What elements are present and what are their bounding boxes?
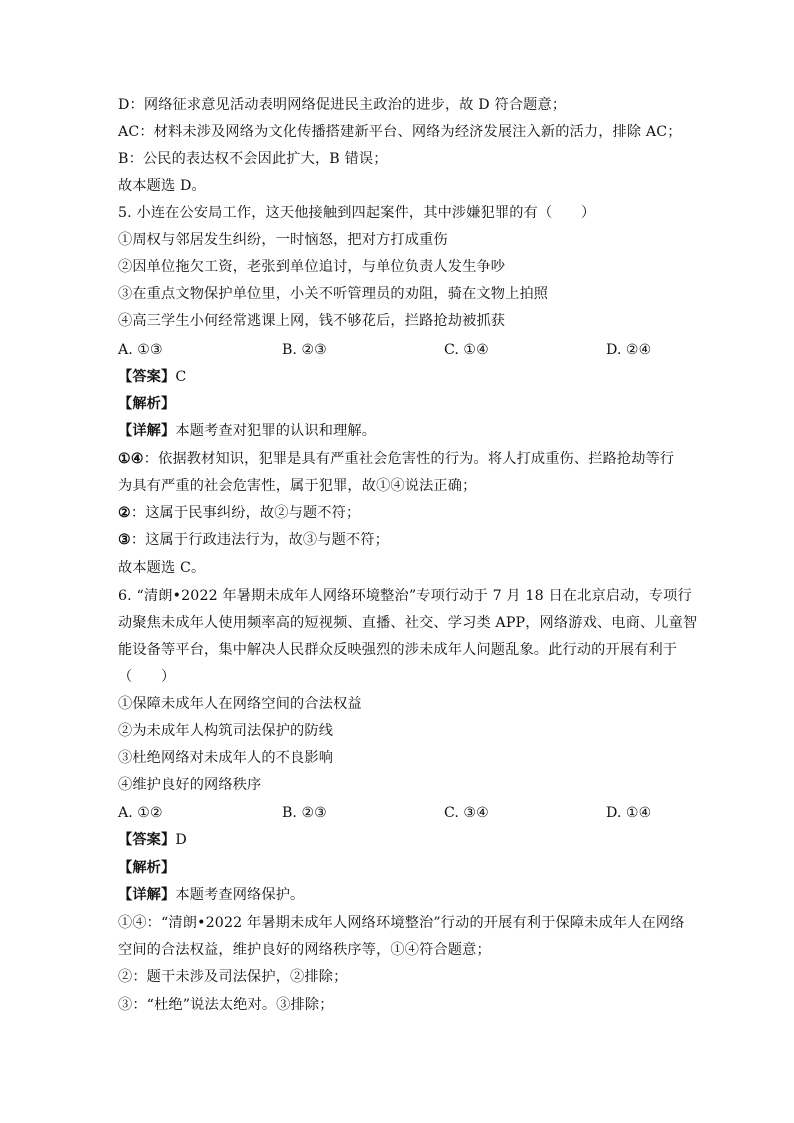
- q6-explanation-3: ③：“杜绝”说法太绝对。③排除；: [118, 997, 334, 1013]
- q5-answer: [118, 367, 186, 387]
- q5-option-a: A. ①③: [118, 342, 163, 358]
- q6-item-2: ②为未成年人构筑司法保护的防线: [118, 723, 334, 739]
- q5-detail: [118, 421, 376, 441]
- q5-stem: 5. 小连在公安局工作，这天他接触到四起案件，其中涉嫌犯罪的有（ ）: [118, 205, 596, 221]
- q6-stem-line-1: 6. “清朗•2022 年暑期未成年人网络环境整治”专项行动于 7 月 18 日在北京启动，专项行: [118, 588, 692, 604]
- q5-option-b: B. ②③: [282, 342, 327, 358]
- q6-answer-value: D: [175, 832, 187, 848]
- q6-stem-line-3: 能设备等平台，集中解决人民群众反映强烈的涉未成年人问题乱象。此行动的开展有利于: [118, 642, 678, 658]
- q6-answer-tag: 【答案】: [118, 832, 176, 848]
- q6-detail: [118, 885, 304, 905]
- q6-analysis-tag: 【解析】: [118, 860, 176, 876]
- prev-explanation-d: D：网络征求意见活动表明网络促进民主政治的进步，故 D 符合题意；: [118, 97, 567, 113]
- q6-option-b: B. ②③: [282, 805, 327, 821]
- q6-explanation-1: ①④：“清朗•2022 年暑期未成年人网络环境整治”行动的开展有利于保障未成年人在网络: [118, 915, 685, 931]
- q5-explanation-2-text: ：这属于民事纠纷，故②与题不符；: [130, 505, 361, 521]
- q5-detail-tag: 【详解】: [118, 423, 176, 439]
- q6-explanation-2: ②：题干未涉及司法保护，②排除；: [118, 969, 348, 985]
- q5-option-c: C. ①④: [444, 342, 489, 358]
- q5-item-3: ③在重点文物保护单位里，小关不听管理员的劝阻，骑在文物上拍照: [118, 286, 549, 302]
- q6-detail-tag: 【详解】: [118, 887, 176, 903]
- q6-explanation-1-cont: 空间的合法权益，维护良好的网络秩序等，①④符合题意；: [118, 942, 491, 958]
- prev-conclusion: 故本题选 D。: [118, 178, 206, 194]
- q5-explanation-1-text: ：依据教材知识，犯罪是具有严重社会危害性的行为。将人打成重伤、拦路抢劫等行: [143, 451, 675, 467]
- q6-item-1: ①保障未成年人在网络空间的合法权益: [118, 696, 362, 712]
- q6-answer: [118, 830, 187, 850]
- q5-explanation-1-cont: 为具有严重的社会危害性，属于犯罪，故①④说法正确；: [118, 478, 477, 494]
- q5-answer-value: C: [175, 369, 187, 385]
- q6-item-4: ④维护良好的网络秩序: [118, 777, 262, 793]
- q5-explanation-3: [118, 530, 389, 550]
- q5-explanation-2-key: ②: [118, 505, 131, 521]
- q6-option-c: C. ③④: [444, 805, 489, 821]
- q6-option-d: D. ①④: [606, 805, 652, 821]
- q5-item-2: ②因单位拖欠工资，老张到单位追讨，与单位负责人发生争吵: [118, 259, 506, 275]
- q6-item-3: ③杜绝网络对未成年人的不良影响: [118, 750, 334, 766]
- q5-explanation-1-key: ①④: [118, 451, 144, 467]
- q5-option-d: D. ②④: [606, 342, 652, 358]
- prev-explanation-b: B：公民的表达权不会因此扩大，B 错误；: [118, 151, 388, 167]
- q5-explanation-2: [118, 503, 360, 523]
- q5-conclusion: 故本题选 C。: [118, 560, 206, 576]
- q6-option-a: A. ①②: [118, 805, 163, 821]
- q5-explanation-1: [118, 449, 674, 469]
- q5-answer-tag: 【答案】: [118, 369, 176, 385]
- q6-detail-text: 本题考查网络保护。: [175, 887, 305, 903]
- q5-item-4: ④高三学生小何经常逃课上网，钱不够花后，拦路抢劫被抓获: [118, 313, 506, 329]
- prev-explanation-ac: AC：材料未涉及网络为文化传播搭建新平台、网络为经济发展注入新的活力，排除 AC；: [118, 124, 682, 140]
- q5-analysis-tag: 【解析】: [118, 396, 176, 412]
- q6-stem-line-2: 动聚焦未成年人使用频率高的短视频、直播、社交、学习类 APP，网络游戏、电商、儿童智: [118, 615, 698, 631]
- q5-item-1: ①周权与邻居发生纠纷，一时恼怒，把对方打成重伤: [118, 232, 448, 248]
- q5-explanation-3-key: ③: [118, 532, 131, 548]
- q6-stem-line-4: （ ）: [118, 669, 176, 685]
- q5-detail-text: 本题考查对犯罪的认识和理解。: [175, 423, 377, 439]
- q5-explanation-3-text: ：这属于行政违法行为，故③与题不符；: [130, 532, 389, 548]
